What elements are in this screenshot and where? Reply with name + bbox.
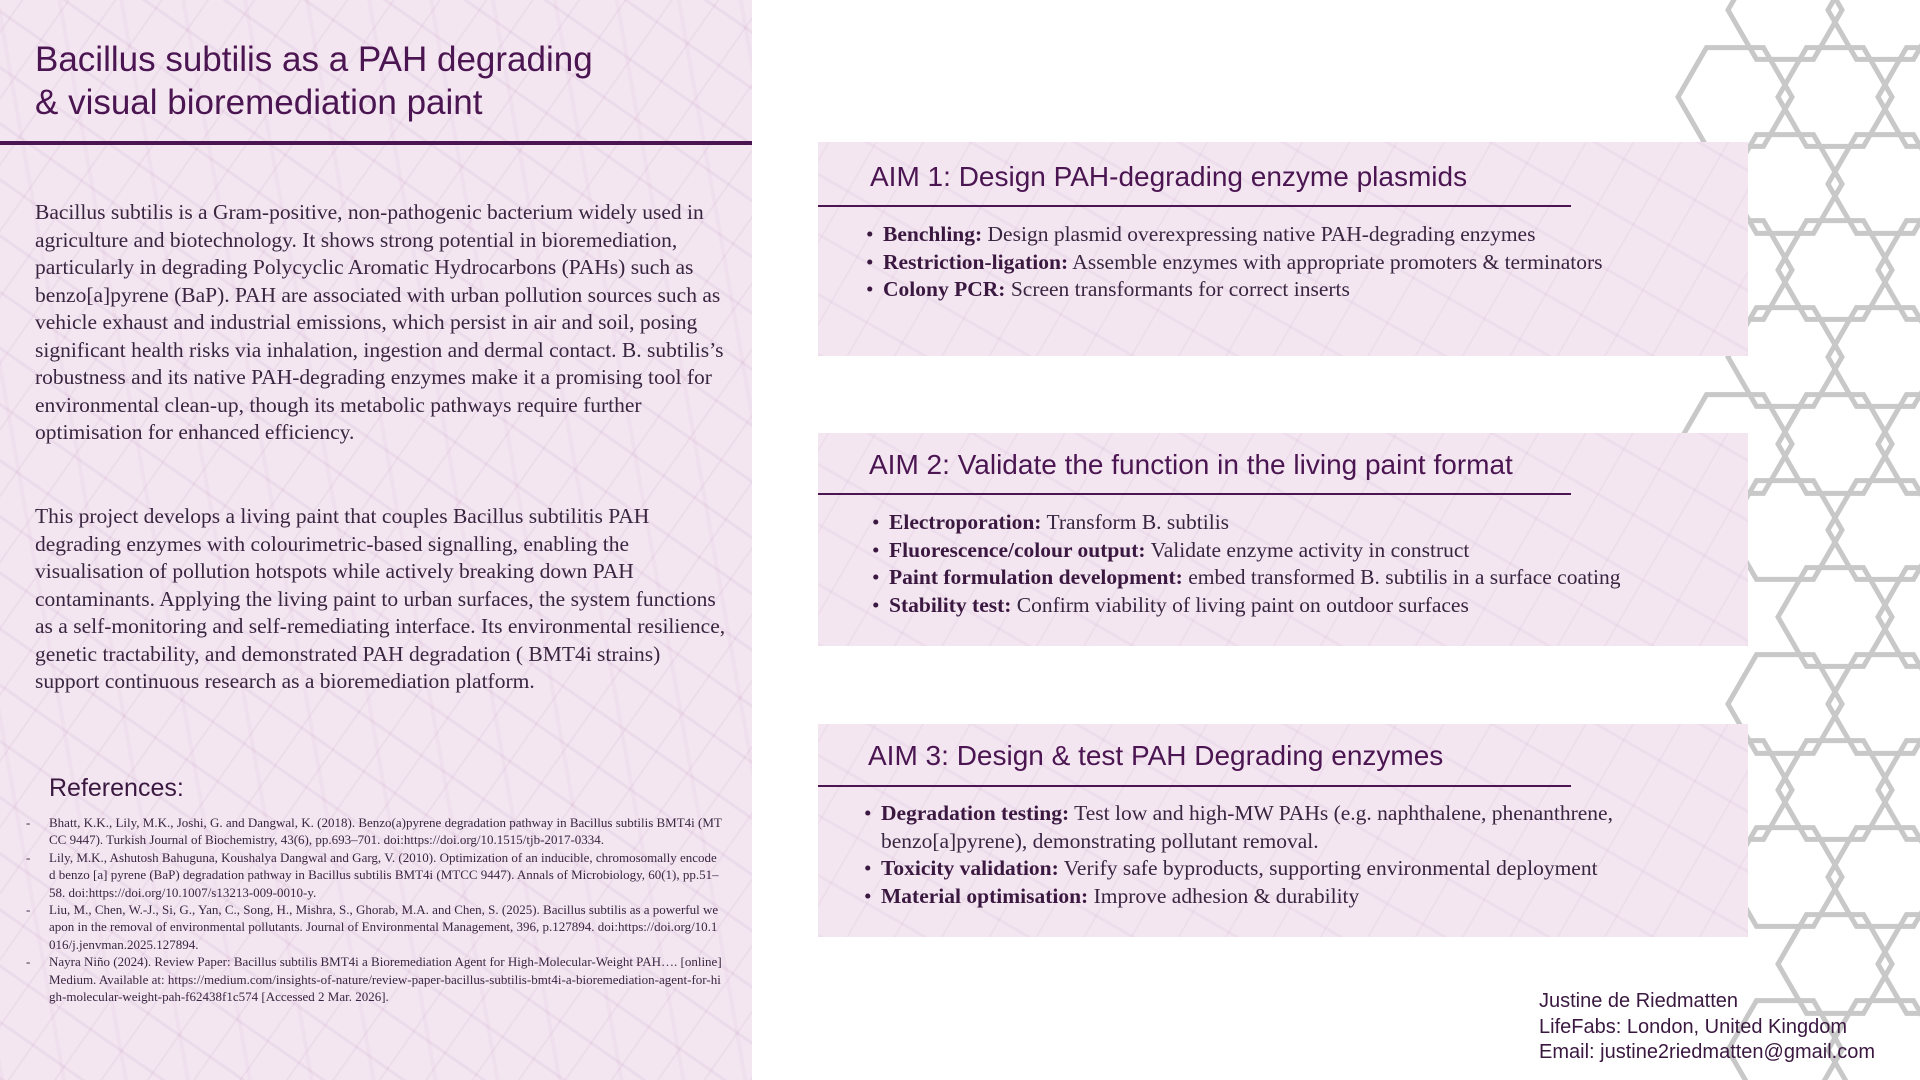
- aim-item-text: embed transformed B. subtilis in a surface coating: [1182, 565, 1621, 589]
- aim-3-item: [864, 800, 1734, 855]
- reference-item: - Nayra Niño (2024). Review Paper: Bacillus subtilis BMT4i a Bioremediation Agent for High-Molecular-Weight PAH…. [online] Medium. Available at: https://medium.com/insights-of-nature/review-paper-bacillus-subtilis-bmt4i-a-bioremediation-agent-for-high-molecular-weight-pah-f62438f1c574 [Accessed 2 Mar. 2026].: [26, 954, 722, 1005]
- aim-1-item: [866, 221, 1726, 249]
- aim-2-item: [872, 592, 1732, 620]
- poster-title-line-2: & visual bioremediation paint: [35, 83, 483, 122]
- author-affiliation: LifeFabs: London, United Kingdom: [1539, 1015, 1847, 1038]
- aim-3-item: [864, 883, 1734, 911]
- author-info: [1539, 989, 1875, 1066]
- hexagon-shape: [1778, 48, 1892, 147]
- aim-3-item: [864, 855, 1734, 883]
- poster-title: [35, 38, 725, 124]
- aim-2-item: [872, 509, 1732, 537]
- aim-1-divider: [818, 205, 1571, 207]
- aim-3-list: [864, 800, 1734, 910]
- aim-3-divider: [818, 785, 1571, 787]
- reference-item: - Bhatt, K.K., Lily, M.K., Joshi, G. and Dangwal, K. (2018). Benzo(a)pyrene degradation pathway in Bacillus subtilis BMT4i (MTCC 9447). Turkish Journal of Biochemistry, 43(6), pp.693–701. doi:https://doi.org/10.1515/tjb-2017-0334.: [26, 815, 722, 848]
- author-name: Justine de Riedmatten: [1539, 990, 1739, 1012]
- reference-text: Liu, M., Chen, W.-J., Si, G., Yan, C., Song, H., Mishra, S., Ghorab, M.A. and Chen, S. (2025). Bacillus subtilis as a powerful weapon in the removal of environmental pollutants. Journal of Environmental Management, 396, p.127894. doi:https://doi.org/10.1016/j.jenvman.2025.127894.: [49, 902, 719, 952]
- aim-item-term: Fluorescence/colour output:: [889, 537, 1146, 562]
- aim-item-term: Electroporation:: [889, 510, 1042, 534]
- references-list: [22, 814, 722, 1005]
- aim-item-term: Material optimisation:: [881, 883, 1089, 908]
- aim-item-text: Improve adhesion & durability: [1088, 883, 1360, 908]
- aim-2-item: [872, 564, 1732, 592]
- aim-item-text: Transform B. subtilis: [1041, 510, 1230, 534]
- aim-1-box: [818, 142, 1748, 356]
- aim-1-title: AIM 1: Design PAH-degrading enzyme plasmids: [870, 161, 1468, 192]
- aim-3-box: [818, 724, 1748, 937]
- hexagon-shape: [1678, 48, 1792, 147]
- hexagon-shape: [1878, 568, 1920, 667]
- aim-2-title: AIM 2: Validate the function in the living paint format: [869, 449, 1513, 480]
- aim-item-text: Test low and high-MW PAHs (e.g. naphthalene, phenanthrene, benzo[a]pyrene), demonstrating pollutant removal.: [881, 801, 1613, 853]
- hexagon-shape: [1778, 568, 1892, 667]
- intro-panel: [0, 0, 752, 1080]
- aim-item-term: Paint formulation development:: [889, 565, 1183, 589]
- aim-item-text: Confirm viability of living paint on outdoor surfaces: [1011, 592, 1469, 617]
- references-heading: References:: [49, 774, 184, 802]
- aim-2-divider: [818, 493, 1571, 495]
- aim-item-term: Degradation testing:: [881, 801, 1070, 825]
- aim-2-box: [818, 433, 1748, 646]
- aim-item-term: Benchling:: [883, 222, 983, 246]
- title-divider: [0, 141, 752, 145]
- aim-2-list: [872, 509, 1732, 619]
- aim-1-item: [866, 276, 1726, 304]
- reference-item: - Liu, M., Chen, W.-J., Si, G., Yan, C., Song, H., Mishra, S., Ghorab, M.A. and Chen, S. (2025). Bacillus subtilis as a powerful weapon in the removal of environmental pollutants. Journal of Environmental Management, 396, p.127894. doi:https://doi.org/10.1016/j.jenvman.2025.127894.: [26, 902, 719, 952]
- aim-2-item: [872, 537, 1732, 565]
- aim-item-text: Assemble enzymes with appropriate promoters & terminators: [1068, 249, 1603, 274]
- aim-item-term: Restriction-ligation:: [883, 249, 1069, 274]
- reference-item: - Lily, M.K., Ashutosh Bahuguna, Koushalya Dangwal and Garg, V. (2010). Optimization of an inducible, chromosomally encoded benzo [a] pyrene (BaP) degradation pathway in Bacillus subtilis BMT4i (MTCC 9447). Annals of Microbiology, 60(1), pp.51–58. doi:https://doi.org/10.1007/s13213-009-0010-y.: [26, 849, 719, 900]
- reference-text: Bhatt, K.K., Lily, M.K., Joshi, G. and Dangwal, K. (2018). Benzo(a)pyrene degradation pathway in Bacillus subtilis BMT4i (MTCC 9447). Turkish Journal of Biochemistry, 43(6), pp.693–701. doi:https://doi.org/10.1515/tjb-2017-0334.: [49, 815, 722, 848]
- aim-3-title: AIM 3: Design & test PAH Degrading enzymes: [868, 740, 1444, 771]
- hexagon-shape: [1778, 221, 1892, 320]
- intro-paragraph-1: Bacillus subtilis is a Gram-positive, non-pathogenic bacterium widely used in agriculture and biotechnology. It shows strong potential in bioremediation, particularly in degrading Polycyclic Aromatic Hydrocarbons (PAHs) such as benzo[a]pyrene (BaP). PAH are associated with urban pollution sources such as vehicle exhaust and industrial emissions, which persist in air and soil, posing significant health risks via inhalation, ingestion and dermal contact. B. subtilis’s robustness and its native PAH-degrading enzymes make it a promising tool for environmental clean-up, though its metabolic pathways require further optimisation for enhanced efficiency.: [35, 200, 724, 444]
- aim-item-text: Screen transformants for correct inserts: [1005, 277, 1350, 301]
- hexagon-shape: [1728, 0, 1842, 59]
- aim-1-list: [866, 221, 1726, 304]
- hexagon-shape: [1778, 741, 1892, 840]
- reference-text: Nayra Niño (2024). Review Paper: Bacillus subtilis BMT4i a Bioremediation Agent for High-Molecular-Weight PAH…. [online] Medium. Available at: https://medium.com/insights-of-nature/review-paper-bacillus-subtilis-bmt4i-a-bioremediation-agent-for-high-molecular-weight-pah-f62438f1c574 [Accessed 2 Mar. 2026].: [49, 954, 722, 1005]
- aim-item-text: Verify safe byproducts, supporting environmental deployment: [1058, 856, 1598, 880]
- aim-1-item: [866, 249, 1726, 277]
- aim-item-term: Stability test:: [889, 592, 1012, 617]
- aim-item-text: Design plasmid overexpressing native PAH-degrading enzymes: [982, 222, 1536, 246]
- author-email: Email: justine2riedmatten@gmail.com: [1539, 1041, 1875, 1063]
- aim-item-term: Colony PCR:: [883, 277, 1006, 301]
- intro-paragraph-2: This project develops a living paint that couples Bacillus subtilitis PAH degrading enzymes with colourimetric-based signalling, enabling the visualisation of pollution hotspots while actively breaking down PAH contaminants. Applying the living paint to urban surfaces, the system functions as a self-monitoring and self-remediating interface. Its environmental resilience, genetic tractability, and demonstrated PAH degradation ( BMT4i strains) support continuous research as a bioremediation platform.: [35, 504, 726, 693]
- hexagon-shape: [1878, 48, 1920, 147]
- aim-item-term: Toxicity validation:: [881, 856, 1059, 880]
- reference-text: Lily, M.K., Ashutosh Bahuguna, Koushalya Dangwal and Garg, V. (2010). Optimization of an inducible, chromosomally encoded benzo [a] pyrene (BaP) degradation pathway in Bacillus subtilis BMT4i (MTCC 9447). Annals of Microbiology, 60(1), pp.51–58. doi:https://doi.org/10.1007/s13213-009-0010-y.: [49, 849, 719, 900]
- aim-item-text: Validate enzyme activity in construct: [1145, 537, 1470, 562]
- poster-title-line-1: Bacillus subtilis as a PAH degrading: [35, 40, 593, 79]
